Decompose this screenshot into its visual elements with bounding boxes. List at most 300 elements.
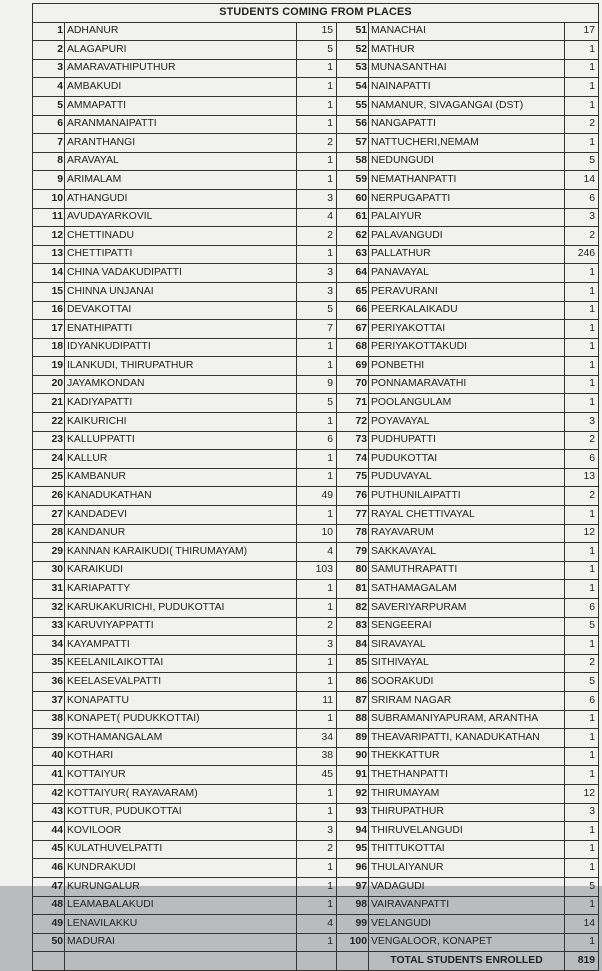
left-place: CHETTIPATTI [65, 245, 297, 264]
left-place: KARUVIYAPPATTI [65, 617, 297, 636]
right-count: 17 [565, 22, 599, 41]
right-count: 1 [565, 41, 599, 60]
left-serial: 5 [33, 96, 65, 115]
right-count: 1 [565, 822, 599, 841]
right-serial: 77 [337, 506, 369, 525]
table-title: STUDENTS COMING FROM PLACES [33, 4, 599, 23]
left-place: KOTHAMANGALAM [65, 729, 297, 748]
right-serial: 84 [337, 636, 369, 655]
right-count: 3 [565, 803, 599, 822]
total-blank-4 [337, 952, 369, 971]
right-serial: 66 [337, 301, 369, 320]
right-count: 1 [565, 729, 599, 748]
table-row [33, 561, 599, 580]
right-count: 1 [565, 264, 599, 283]
table-row [33, 189, 599, 208]
table-row [33, 78, 599, 97]
right-count: 1 [565, 747, 599, 766]
left-serial: 10 [33, 189, 65, 208]
left-count: 1 [297, 896, 337, 915]
left-count: 1 [297, 468, 337, 487]
right-place: THULAIYANUR [369, 859, 565, 878]
left-count: 7 [297, 320, 337, 339]
left-serial: 41 [33, 766, 65, 785]
left-count: 5 [297, 301, 337, 320]
left-place: JAYAMKONDAN [65, 375, 297, 394]
right-place: THITTUKOTTAI [369, 840, 565, 859]
right-serial: 85 [337, 654, 369, 673]
right-serial: 90 [337, 747, 369, 766]
right-place: SUBRAMANIYAPURAM, ARANTHA [369, 710, 565, 729]
right-place: PERIYAKOTTAKUDI [369, 338, 565, 357]
left-serial: 30 [33, 561, 65, 580]
table-row [33, 859, 599, 878]
left-serial: 38 [33, 710, 65, 729]
left-serial: 31 [33, 580, 65, 599]
left-serial: 19 [33, 357, 65, 376]
left-count: 1 [297, 599, 337, 618]
right-place: MANACHAI [369, 22, 565, 41]
right-place: PONNAMARAVATHI [369, 375, 565, 394]
right-count: 1 [565, 301, 599, 320]
right-place: THETHANPATTI [369, 766, 565, 785]
left-place: ARANTHANGI [65, 134, 297, 153]
right-count: 5 [565, 673, 599, 692]
right-place: PERAVURANI [369, 282, 565, 301]
right-count: 1 [565, 375, 599, 394]
left-count: 34 [297, 729, 337, 748]
right-place: SAMUTHRAPATTI [369, 561, 565, 580]
right-serial: 76 [337, 487, 369, 506]
left-place: AMMAPATTI [65, 96, 297, 115]
left-place: KALLUR [65, 450, 297, 469]
table-row [33, 59, 599, 78]
right-serial: 51 [337, 22, 369, 41]
left-serial: 45 [33, 840, 65, 859]
left-place: KULATHUVELPATTI [65, 840, 297, 859]
right-serial: 69 [337, 357, 369, 376]
right-place: NERPUGAPATTI [369, 189, 565, 208]
right-count: 1 [565, 840, 599, 859]
left-place: KADIYAPATTI [65, 394, 297, 413]
table-row [33, 320, 599, 339]
left-count: 1 [297, 450, 337, 469]
total-label: TOTAL STUDENTS ENROLLED [369, 952, 565, 971]
right-serial: 97 [337, 877, 369, 896]
left-serial: 42 [33, 784, 65, 803]
left-serial: 12 [33, 227, 65, 246]
left-place: KEELANILAIKOTTAI [65, 654, 297, 673]
left-place: ARIMALAM [65, 171, 297, 190]
table-row [33, 301, 599, 320]
left-count: 3 [297, 636, 337, 655]
left-place: KARIAPATTY [65, 580, 297, 599]
left-count: 4 [297, 543, 337, 562]
left-count: 1 [297, 933, 337, 952]
right-count: 1 [565, 543, 599, 562]
left-serial: 9 [33, 171, 65, 190]
left-count: 3 [297, 282, 337, 301]
left-count: 2 [297, 134, 337, 153]
table-row [33, 115, 599, 134]
right-place: NEMATHANPATTI [369, 171, 565, 190]
table-row [33, 803, 599, 822]
right-serial: 61 [337, 208, 369, 227]
right-count: 14 [565, 915, 599, 934]
right-serial: 100 [337, 933, 369, 952]
right-serial: 72 [337, 413, 369, 432]
left-place: KANDANUR [65, 524, 297, 543]
right-count: 5 [565, 152, 599, 171]
right-serial: 59 [337, 171, 369, 190]
right-serial: 86 [337, 673, 369, 692]
left-place: KOTTAIYUR [65, 766, 297, 785]
right-place: MUNASANTHAI [369, 59, 565, 78]
right-serial: 73 [337, 431, 369, 450]
table-row [33, 840, 599, 859]
left-serial: 8 [33, 152, 65, 171]
left-place: KEELASEVALPATTI [65, 673, 297, 692]
right-count: 5 [565, 617, 599, 636]
right-serial: 56 [337, 115, 369, 134]
right-count: 1 [565, 766, 599, 785]
left-serial: 15 [33, 282, 65, 301]
right-serial: 79 [337, 543, 369, 562]
left-serial: 6 [33, 115, 65, 134]
left-serial: 44 [33, 822, 65, 841]
left-serial: 34 [33, 636, 65, 655]
table-row [33, 543, 599, 562]
right-count: 1 [565, 933, 599, 952]
table-row [33, 171, 599, 190]
left-serial: 36 [33, 673, 65, 692]
left-serial: 49 [33, 915, 65, 934]
right-place: NAMANUR, SIVAGANGAI (DST) [369, 96, 565, 115]
right-place: SRIRAM NAGAR [369, 691, 565, 710]
left-place: KANDADEVI [65, 506, 297, 525]
left-count: 1 [297, 859, 337, 878]
left-place: KALLUPPATTI [65, 431, 297, 450]
right-count: 3 [565, 413, 599, 432]
table-row [33, 506, 599, 525]
table-row [33, 134, 599, 153]
right-count: 246 [565, 245, 599, 264]
right-count: 1 [565, 561, 599, 580]
right-serial: 80 [337, 561, 369, 580]
left-serial: 14 [33, 264, 65, 283]
right-serial: 55 [337, 96, 369, 115]
left-place: ADHANUR [65, 22, 297, 41]
left-serial: 50 [33, 933, 65, 952]
left-count: 3 [297, 822, 337, 841]
right-serial: 88 [337, 710, 369, 729]
left-place: LENAVILAKKU [65, 915, 297, 934]
right-count: 1 [565, 506, 599, 525]
left-place: ARAVAYAL [65, 152, 297, 171]
right-place: NEDUNGUDI [369, 152, 565, 171]
right-serial: 62 [337, 227, 369, 246]
left-serial: 13 [33, 245, 65, 264]
right-count: 14 [565, 171, 599, 190]
table-row [33, 524, 599, 543]
right-serial: 93 [337, 803, 369, 822]
students-table [32, 3, 599, 971]
left-count: 10 [297, 524, 337, 543]
right-serial: 53 [337, 59, 369, 78]
total-blank-2 [65, 952, 297, 971]
left-place: KAYAMPATTI [65, 636, 297, 655]
right-place: SAVERIYARPURAM [369, 599, 565, 618]
right-count: 2 [565, 487, 599, 506]
left-place: LEAMABALAKUDI [65, 896, 297, 915]
table-row [33, 208, 599, 227]
left-place: KUNDRAKUDI [65, 859, 297, 878]
left-place: KONAPET( PUDUKKOTTAI) [65, 710, 297, 729]
right-serial: 65 [337, 282, 369, 301]
left-serial: 35 [33, 654, 65, 673]
left-serial: 25 [33, 468, 65, 487]
left-count: 5 [297, 41, 337, 60]
left-count: 1 [297, 506, 337, 525]
left-serial: 20 [33, 375, 65, 394]
right-place: THIRUVELANGUDI [369, 822, 565, 841]
left-serial: 21 [33, 394, 65, 413]
left-place: KONAPATTU [65, 691, 297, 710]
right-place: SATHAMAGALAM [369, 580, 565, 599]
right-serial: 98 [337, 896, 369, 915]
left-serial: 11 [33, 208, 65, 227]
table-row [33, 766, 599, 785]
right-serial: 63 [337, 245, 369, 264]
right-place: PUDHUPATTI [369, 431, 565, 450]
right-count: 12 [565, 524, 599, 543]
left-place: IDYANKUDIPATTI [65, 338, 297, 357]
right-count: 1 [565, 357, 599, 376]
right-count: 1 [565, 859, 599, 878]
right-place: THIRUPATHUR [369, 803, 565, 822]
right-serial: 58 [337, 152, 369, 171]
left-count: 11 [297, 691, 337, 710]
right-place: RAYAL CHETTIVAYAL [369, 506, 565, 525]
left-serial: 28 [33, 524, 65, 543]
right-count: 1 [565, 710, 599, 729]
right-place: POOLANGULAM [369, 394, 565, 413]
table-row [33, 338, 599, 357]
right-count: 6 [565, 691, 599, 710]
left-place: ENATHIPATTI [65, 320, 297, 339]
left-serial: 29 [33, 543, 65, 562]
left-place: KANNAN KARAIKUDI( THIRUMAYAM) [65, 543, 297, 562]
left-count: 1 [297, 654, 337, 673]
left-count: 49 [297, 487, 337, 506]
left-count: 15 [297, 22, 337, 41]
right-serial: 54 [337, 78, 369, 97]
left-place: KANADUKATHAN [65, 487, 297, 506]
left-serial: 4 [33, 78, 65, 97]
table-row [33, 431, 599, 450]
left-count: 1 [297, 171, 337, 190]
left-count: 1 [297, 784, 337, 803]
table-row [33, 784, 599, 803]
right-place: NAINAPATTI [369, 78, 565, 97]
right-place: NATTUCHERI,NEMAM [369, 134, 565, 153]
left-serial: 3 [33, 59, 65, 78]
table-row [33, 394, 599, 413]
left-place: KAIKURICHI [65, 413, 297, 432]
right-serial: 78 [337, 524, 369, 543]
table-row [33, 357, 599, 376]
left-place: ATHANGUDI [65, 189, 297, 208]
left-count: 1 [297, 357, 337, 376]
right-serial: 75 [337, 468, 369, 487]
right-serial: 89 [337, 729, 369, 748]
left-serial: 22 [33, 413, 65, 432]
right-place: POYAVAYAL [369, 413, 565, 432]
right-serial: 81 [337, 580, 369, 599]
right-place: PONBETHI [369, 357, 565, 376]
table-row [33, 710, 599, 729]
left-count: 1 [297, 245, 337, 264]
right-place: SIRAVAYAL [369, 636, 565, 655]
right-serial: 67 [337, 320, 369, 339]
table-row [33, 599, 599, 618]
left-serial: 16 [33, 301, 65, 320]
right-serial: 74 [337, 450, 369, 469]
left-count: 1 [297, 673, 337, 692]
right-count: 6 [565, 599, 599, 618]
left-count: 2 [297, 840, 337, 859]
right-serial: 71 [337, 394, 369, 413]
right-serial: 57 [337, 134, 369, 153]
left-count: 103 [297, 561, 337, 580]
right-place: SOORAKUDI [369, 673, 565, 692]
total-blank-3 [297, 952, 337, 971]
right-serial: 52 [337, 41, 369, 60]
table-row [33, 636, 599, 655]
left-place: KOTHARI [65, 747, 297, 766]
title-row [33, 4, 599, 23]
right-serial: 68 [337, 338, 369, 357]
right-place: SITHIVAYAL [369, 654, 565, 673]
right-serial: 99 [337, 915, 369, 934]
right-count: 12 [565, 784, 599, 803]
right-count: 1 [565, 282, 599, 301]
left-count: 2 [297, 227, 337, 246]
left-count: 2 [297, 617, 337, 636]
left-place: MADURAI [65, 933, 297, 952]
table-row [33, 729, 599, 748]
left-place: DEVAKOTTAI [65, 301, 297, 320]
right-count: 1 [565, 636, 599, 655]
left-count: 1 [297, 877, 337, 896]
left-serial: 7 [33, 134, 65, 153]
right-serial: 64 [337, 264, 369, 283]
right-place: PANAVAYAL [369, 264, 565, 283]
left-place: CHINNA UNJANAI [65, 282, 297, 301]
left-place: CHINA VADAKUDIPATTI [65, 264, 297, 283]
left-place: ARANMANAIPATTI [65, 115, 297, 134]
right-count: 1 [565, 896, 599, 915]
table-row [33, 227, 599, 246]
left-count: 38 [297, 747, 337, 766]
left-place: KOTTUR, PUDUKOTTAI [65, 803, 297, 822]
left-count: 1 [297, 710, 337, 729]
right-count: 1 [565, 338, 599, 357]
left-serial: 26 [33, 487, 65, 506]
right-place: SAKKAVAYAL [369, 543, 565, 562]
right-serial: 83 [337, 617, 369, 636]
left-count: 9 [297, 375, 337, 394]
left-place: CHETTINADU [65, 227, 297, 246]
left-place: KURUNGALUR [65, 877, 297, 896]
left-place: KAMBANUR [65, 468, 297, 487]
left-serial: 24 [33, 450, 65, 469]
left-count: 3 [297, 189, 337, 208]
left-serial: 37 [33, 691, 65, 710]
table-row [33, 877, 599, 896]
left-place: ALAGAPURI [65, 41, 297, 60]
left-count: 4 [297, 208, 337, 227]
right-place: PUTHUNILAIPATTI [369, 487, 565, 506]
right-place: PUDUVAYAL [369, 468, 565, 487]
table-row [33, 450, 599, 469]
right-place: NANGAPATTI [369, 115, 565, 134]
left-serial: 33 [33, 617, 65, 636]
right-count: 1 [565, 580, 599, 599]
right-count: 2 [565, 431, 599, 450]
right-place: THEKKATTUR [369, 747, 565, 766]
left-count: 6 [297, 431, 337, 450]
right-count: 6 [565, 189, 599, 208]
table-row [33, 896, 599, 915]
right-serial: 92 [337, 784, 369, 803]
table-row [33, 375, 599, 394]
right-place: PERIYAKOTTAI [369, 320, 565, 339]
left-serial: 39 [33, 729, 65, 748]
left-count: 1 [297, 152, 337, 171]
left-serial: 17 [33, 320, 65, 339]
left-serial: 48 [33, 896, 65, 915]
right-place: MATHUR [369, 41, 565, 60]
table-row [33, 822, 599, 841]
table-row [33, 617, 599, 636]
table-row [33, 22, 599, 41]
right-serial: 96 [337, 859, 369, 878]
right-place: PEERKALAIKADU [369, 301, 565, 320]
right-count: 5 [565, 877, 599, 896]
table-row [33, 413, 599, 432]
left-place: KOVILOOR [65, 822, 297, 841]
right-serial: 94 [337, 822, 369, 841]
right-serial: 95 [337, 840, 369, 859]
left-serial: 47 [33, 877, 65, 896]
table-row [33, 245, 599, 264]
left-count: 1 [297, 413, 337, 432]
left-place: KARUKAKURICHI, PUDUKOTTAI [65, 599, 297, 618]
right-count: 6 [565, 450, 599, 469]
left-count: 1 [297, 59, 337, 78]
table-row [33, 487, 599, 506]
left-count: 1 [297, 803, 337, 822]
left-count: 3 [297, 264, 337, 283]
total-blank-1 [33, 952, 65, 971]
right-count: 1 [565, 96, 599, 115]
table-row [33, 747, 599, 766]
left-serial: 27 [33, 506, 65, 525]
left-place: AVUDAYARKOVIL [65, 208, 297, 227]
right-place: VENGALOOR, KONAPET [369, 933, 565, 952]
table-row [33, 41, 599, 60]
